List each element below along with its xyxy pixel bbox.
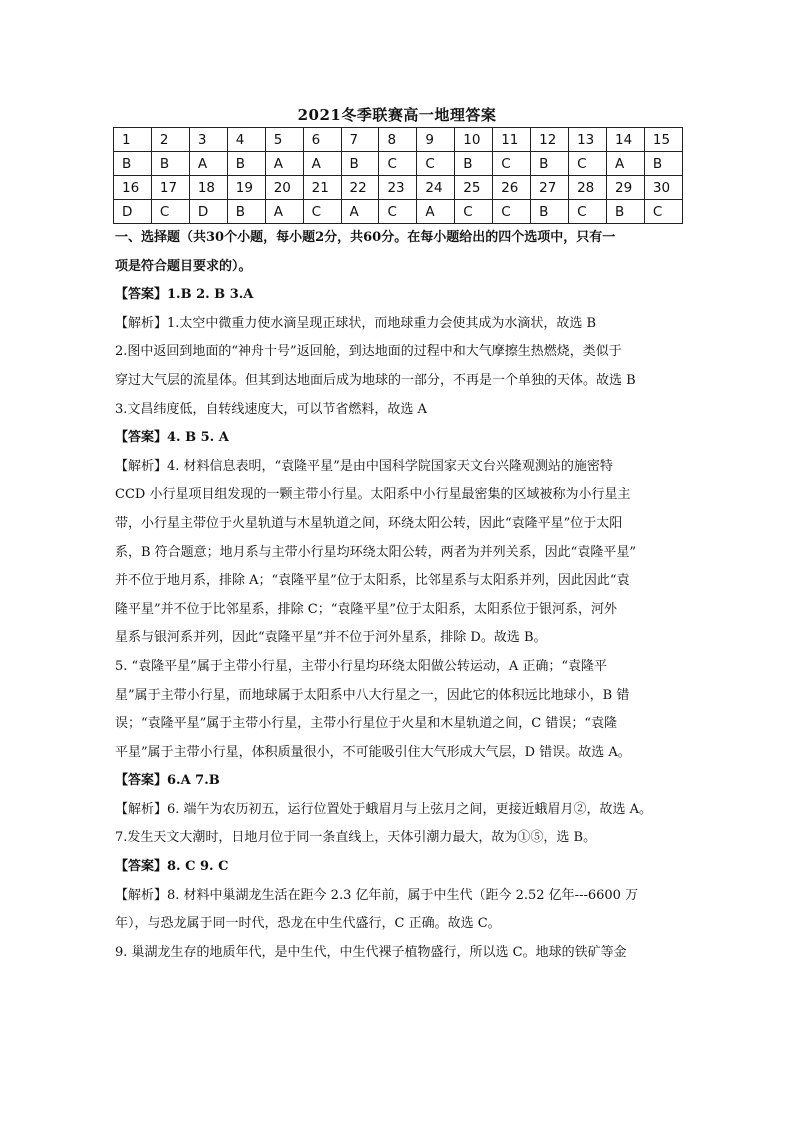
- question-number-cell: 17: [151, 176, 189, 200]
- text-line: 隆平星”并不位于比邻星系，排除 C；“袁隆平星”位于太阳系，太阳系位于银河系，河外: [115, 601, 618, 617]
- page-title: 2021冬季联赛高一地理答案: [297, 106, 497, 124]
- question-number-cell: 11: [493, 128, 531, 152]
- question-number-cell: 12: [531, 128, 569, 152]
- text-line: 系，B 符合题意；地月系与主带小行星均环绕太阳公转，两者为并列关系，因此“袁隆平星”: [115, 544, 636, 560]
- text-line: 5. “袁隆平星”属于主带小行星，主带小行星均环绕太阳做公转运动，A 正确；“袁隆平: [115, 658, 607, 674]
- question-number-cell: 6: [303, 128, 341, 152]
- question-number-cell: 7: [341, 128, 379, 152]
- text-line: 年），与恐龙属于同一时代，恐龙在中生代盛行，C 正确。故选 C。: [115, 916, 501, 932]
- answer-cell: C: [493, 152, 531, 176]
- answer-cell: C: [379, 200, 417, 224]
- question-number-row: [114, 128, 683, 152]
- question-number-cell: 13: [569, 128, 607, 152]
- answer-cell: B: [227, 200, 265, 224]
- answer-row: [114, 152, 683, 176]
- question-number-cell: 25: [455, 176, 493, 200]
- question-number-cell: 24: [417, 176, 455, 200]
- section-heading-line: 【答案】8. C 9. C: [115, 859, 229, 875]
- text-line: 【解析】4. 材料信息表明，“袁隆平星”是由中国科学院国家天文台兴隆观测站的施密特: [115, 458, 613, 474]
- text-line: 9. 巢湖龙生存的地质年代，是中生代，中生代裸子植物盛行，所以选 C。地球的铁矿等金: [115, 944, 627, 960]
- question-number-cell: 20: [265, 176, 303, 200]
- answer-cell: B: [644, 152, 682, 176]
- text-line: 2.图中返回到地面的“神舟十号”返回舱，到达地面的过程中和大气摩擦生热燃烧，类似于: [115, 344, 622, 360]
- question-number-cell: 8: [379, 128, 417, 152]
- section-heading-line: 项是符合题目要求的）。: [115, 258, 252, 274]
- answer-cell: A: [417, 200, 455, 224]
- section-heading-line: 【答案】4. B 5. A: [115, 430, 229, 446]
- text-line: 【解析】6. 端午为农历初五，运行位置处于蛾眉月与上弦月之间，更接近蛾眉月②，故选 A。: [115, 801, 653, 817]
- question-number-cell: 2: [151, 128, 189, 152]
- text-line: 星”属于主带小行星，而地球属于太阳系中八大行星之一，因此它的体积远比地球小，B 错: [115, 687, 630, 703]
- section-heading-line: 【答案】6.A 7.B: [115, 773, 220, 789]
- question-number-cell: 28: [569, 176, 607, 200]
- text-line: 并不位于地月系，排除 A；“袁隆平星”位于太阳系，比邻星系与太阳系并列，因此因此“袁: [115, 573, 630, 589]
- question-number-cell: 3: [189, 128, 227, 152]
- answer-cell: A: [265, 200, 303, 224]
- answer-cell: C: [379, 152, 417, 176]
- answer-cell: C: [569, 200, 607, 224]
- answer-cell: D: [114, 200, 152, 224]
- answer-cell: B: [341, 152, 379, 176]
- text-line: 【解析】8. 材料中巢湖龙生活在距今 2.3 亿年前，属于中生代（距今 2.52 亿年---6600 万: [115, 887, 639, 903]
- question-number-cell: 27: [531, 176, 569, 200]
- answer-cell: B: [151, 152, 189, 176]
- answer-cell: B: [531, 152, 569, 176]
- answer-cell: C: [644, 200, 682, 224]
- text-line: 7.发生天文大潮时，日地月位于同一条直线上，天体引潮力最大，故为①⑤，选 B。: [115, 830, 597, 846]
- question-number-cell: 9: [417, 128, 455, 152]
- question-number-cell: 29: [606, 176, 644, 200]
- answer-cell: B: [455, 152, 493, 176]
- answer-cell: C: [569, 152, 607, 176]
- answer-cell: A: [303, 152, 341, 176]
- question-number-cell: 10: [455, 128, 493, 152]
- answer-table: [113, 127, 683, 224]
- answer-cell: D: [189, 200, 227, 224]
- text-line: 星系与银河系并列，因此“袁隆平星”并不位于河外星系，排除 D。故选 B。: [115, 630, 547, 646]
- section-heading-line: 【答案】1.B 2. B 3.A: [115, 287, 254, 303]
- answer-cell: B: [531, 200, 569, 224]
- text-line: 带，小行星主带位于火星轨道与木星轨道之间，环绕太阳公转，因此“袁隆平星”位于太阳: [115, 515, 623, 531]
- question-number-cell: 15: [644, 128, 682, 152]
- text-line: 误；“袁隆平星”属于主带小行星，主带小行星位于火星和木星轨道之间，C 错误；“袁隆: [115, 716, 618, 732]
- answer-cell: A: [189, 152, 227, 176]
- question-number-cell: 1: [114, 128, 152, 152]
- question-number-cell: 30: [644, 176, 682, 200]
- question-number-cell: 21: [303, 176, 341, 200]
- answer-cell: C: [303, 200, 341, 224]
- answer-cell: C: [455, 200, 493, 224]
- answer-cell: B: [606, 200, 644, 224]
- question-number-row: [114, 176, 683, 200]
- question-number-cell: 19: [227, 176, 265, 200]
- question-number-cell: 16: [114, 176, 152, 200]
- text-line: 3.文昌纬度低，自转线速度大，可以节省燃料，故选 A: [115, 401, 427, 417]
- text-line: 平星”属于主带小行星，体积质量很小，不可能吸引住大气形成大气层，D 错误。故选 A。: [115, 744, 631, 760]
- answer-cell: B: [227, 152, 265, 176]
- question-number-cell: 4: [227, 128, 265, 152]
- answer-cell: A: [265, 152, 303, 176]
- answer-cell: A: [341, 200, 379, 224]
- answer-cell: C: [493, 200, 531, 224]
- answer-cell: A: [606, 152, 644, 176]
- answer-cell: C: [417, 152, 455, 176]
- text-line: 【解析】1.太空中微重力使水滴呈现正球状，而地球重力会使其成为水滴状，故选 B: [115, 315, 597, 331]
- text-line: 穿过大气层的流星体。但其到达地面后成为地球的一部分，不再是一个单独的天体。故选 B: [115, 372, 636, 388]
- explanation-body: [115, 224, 685, 967]
- answer-cell: B: [114, 152, 152, 176]
- question-number-cell: 26: [493, 176, 531, 200]
- question-number-cell: 23: [379, 176, 417, 200]
- answer-row: [114, 200, 683, 224]
- question-number-cell: 14: [606, 128, 644, 152]
- question-number-cell: 22: [341, 176, 379, 200]
- text-line: CCD 小行星项目组发现的一颗主带小行星。太阳系中小行星最密集的区域被称为小行星主: [115, 487, 631, 503]
- question-number-cell: 5: [265, 128, 303, 152]
- answer-cell: C: [151, 200, 189, 224]
- section-heading-line: 一、选择题（共30个小题，每小题2分，共60分。在每小题给出的四个选项中，只有一: [115, 230, 616, 245]
- question-number-cell: 18: [189, 176, 227, 200]
